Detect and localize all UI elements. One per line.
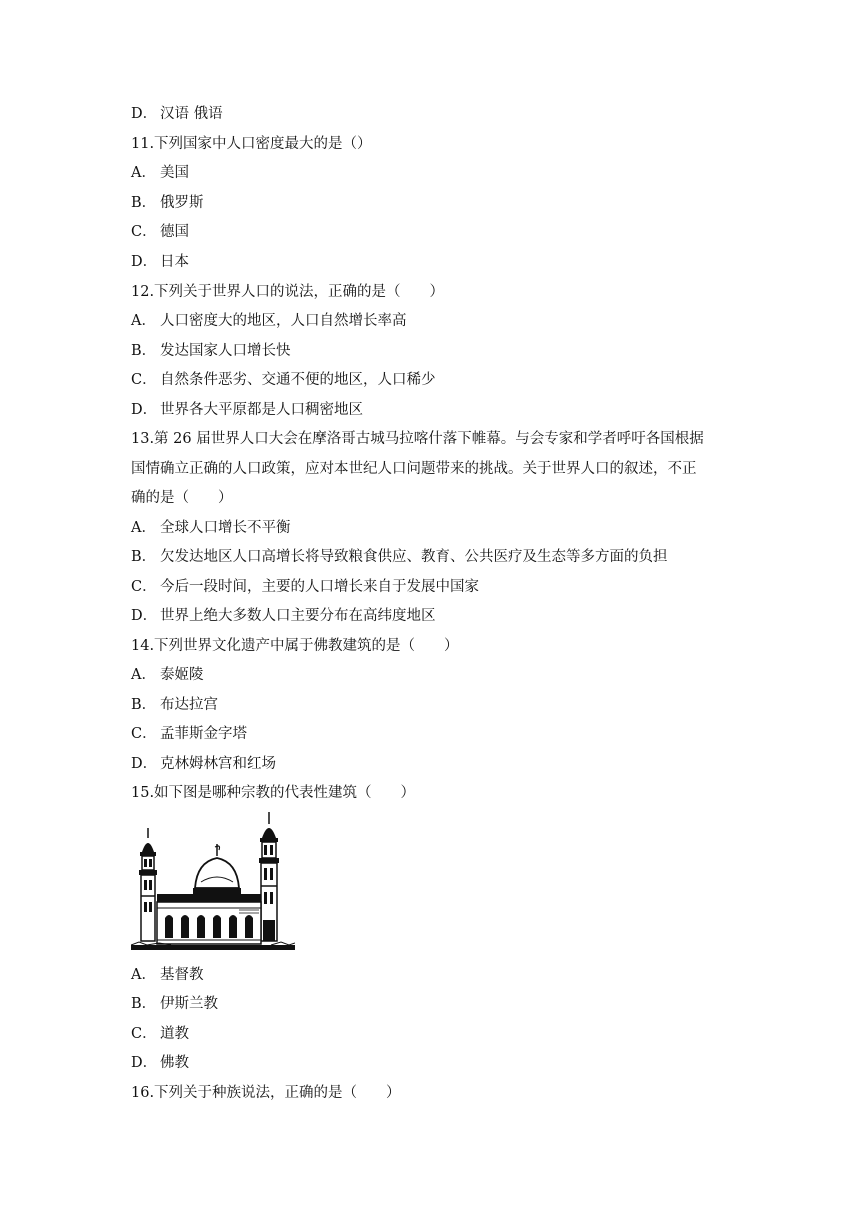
mosque-illustration-icon <box>131 812 295 954</box>
q13-option-b <box>131 547 668 567</box>
q14-option-b <box>131 695 218 715</box>
option-text: 全球人口增长不平衡 <box>160 520 291 536</box>
option-letter: C． <box>131 579 157 595</box>
q11-option-b <box>131 193 204 213</box>
option-letter: A． <box>131 313 156 329</box>
option-text: 日本 <box>160 254 189 270</box>
q16-stem: 16.下列关于种族说法，正确的是（ ） <box>131 1085 401 1101</box>
q15-option-c <box>131 1024 189 1044</box>
option-letter: B． <box>131 549 157 565</box>
option-text: 德国 <box>160 224 189 240</box>
option-text: 欠发达地区人口高增长将导致粮食供应、教育、公共医疗及生态等多方面的负担 <box>160 549 668 565</box>
option-letter: D． <box>131 1055 158 1071</box>
option-text: 今后一段时间，主要的人口增长来自于发展中国家 <box>160 579 479 595</box>
q14-option-d <box>131 754 276 774</box>
option-letter: C． <box>131 372 157 388</box>
option-letter: D． <box>131 106 158 122</box>
option-letter: A． <box>131 165 156 181</box>
q11-stem: 11.下列国家中人口密度最大的是（） <box>131 136 372 152</box>
q11-option-d <box>131 252 189 272</box>
q12-option-b <box>131 341 291 361</box>
option-letter: D． <box>131 402 158 418</box>
option-text: 汉语 俄语 <box>160 106 223 122</box>
option-letter: D． <box>131 608 158 624</box>
q14-stem: 14.下列世界文化遗产中属于佛教建筑的是（ ） <box>131 638 459 654</box>
q13-stem-line-3: 确的是（ ） <box>131 490 233 506</box>
option-text: 自然条件恶劣、交通不便的地区，人口稀少 <box>160 372 436 388</box>
option-text: 伊斯兰教 <box>160 996 218 1012</box>
option-text: 人口密度大的地区，人口自然增长率高 <box>160 313 407 329</box>
q13-stem-line-1: 13.第 26 届世界人口大会在摩洛哥古城马拉喀什落下帷幕。与会专家和学者呼吁各国根据 <box>131 431 704 447</box>
option-text: 泰姬陵 <box>160 667 204 683</box>
q12-option-a <box>131 311 407 331</box>
option-letter: A． <box>131 667 156 683</box>
option-letter: A． <box>131 520 156 536</box>
q15-stem: 15.如下图是哪种宗教的代表性建筑（ ） <box>131 785 416 801</box>
option-letter: C． <box>131 224 157 240</box>
q12-stem: 12.下列关于世界人口的说法，正确的是（ ） <box>131 284 445 300</box>
option-text: 基督教 <box>160 967 204 983</box>
option-letter: D． <box>131 254 158 270</box>
option-letter: A． <box>131 967 156 983</box>
q14-option-c <box>131 724 247 744</box>
option-text: 佛教 <box>160 1055 189 1071</box>
option-text: 美国 <box>160 165 189 181</box>
q14-option-a <box>131 665 204 685</box>
q10-option-d <box>131 104 223 124</box>
q13-option-d <box>131 606 436 626</box>
q13-option-c <box>131 577 479 597</box>
option-letter: B． <box>131 697 157 713</box>
option-text: 布达拉宫 <box>160 697 218 713</box>
q12-option-d <box>131 400 363 420</box>
option-text: 世界各大平原都是人口稠密地区 <box>160 402 363 418</box>
q15-option-a <box>131 965 204 985</box>
option-letter: C． <box>131 726 157 742</box>
option-letter: B． <box>131 195 157 211</box>
option-text: 道教 <box>160 1026 189 1042</box>
q11-option-a <box>131 163 189 183</box>
option-text: 发达国家人口增长快 <box>160 343 291 359</box>
option-text: 俄罗斯 <box>160 195 204 211</box>
option-letter: D． <box>131 756 158 772</box>
option-letter: B． <box>131 996 157 1012</box>
option-letter: B． <box>131 343 157 359</box>
q15-option-d <box>131 1053 189 1073</box>
q13-option-a <box>131 518 291 538</box>
q12-option-c <box>131 370 436 390</box>
option-text: 孟菲斯金字塔 <box>160 726 247 742</box>
q11-option-c <box>131 222 189 242</box>
option-text: 克林姆林宫和红场 <box>160 756 276 772</box>
q13-stem-line-2: 国情确立正确的人口政策，应对本世纪人口问题带来的挑战。关于世界人口的叙述，不正 <box>131 461 697 477</box>
option-text: 世界上绝大多数人口主要分布在高纬度地区 <box>160 608 436 624</box>
option-letter: C． <box>131 1026 157 1042</box>
q15-option-b <box>131 994 218 1014</box>
